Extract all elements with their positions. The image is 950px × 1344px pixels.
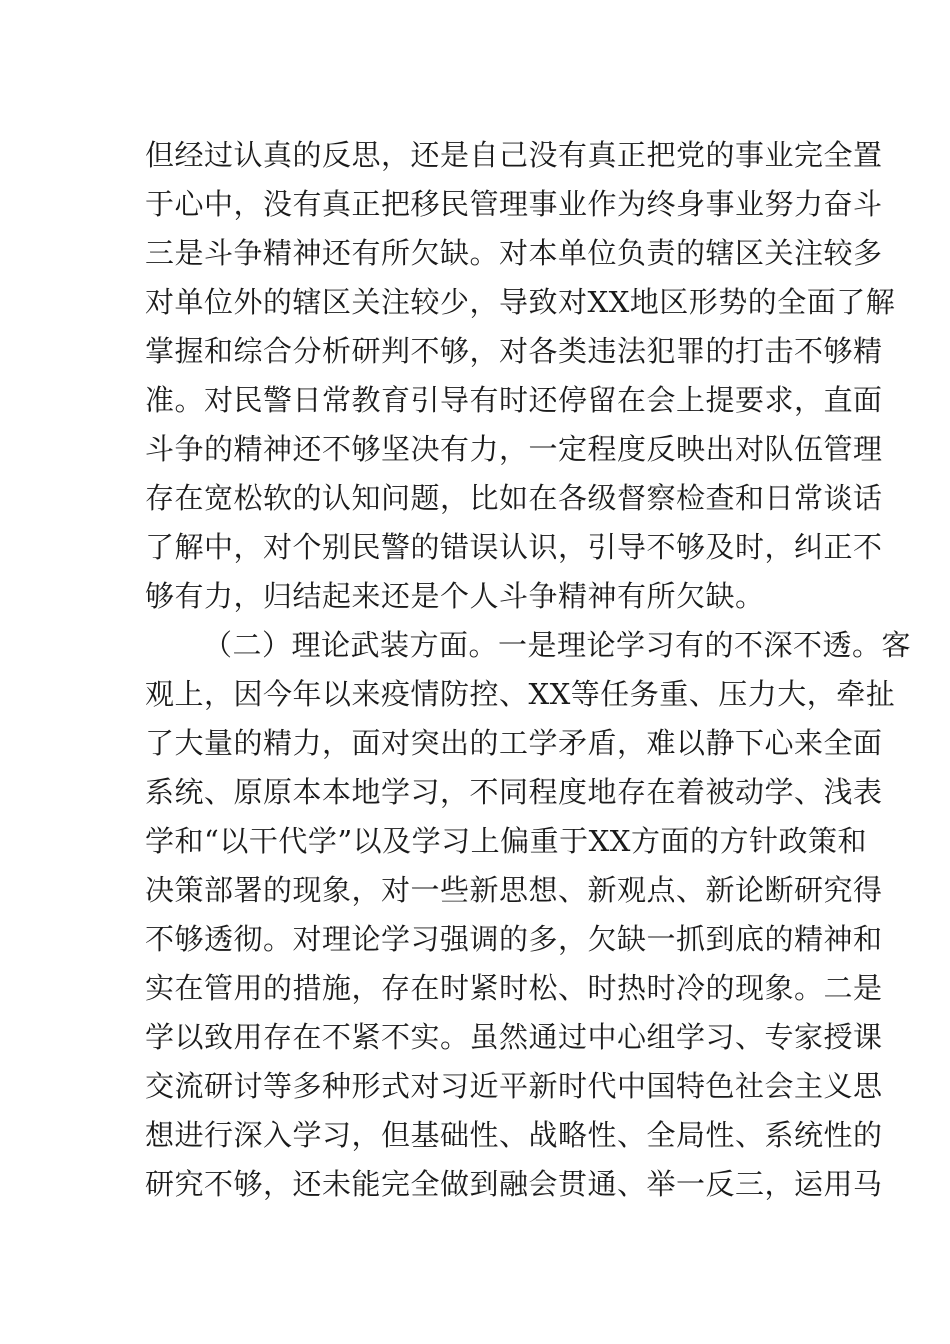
text-line: 但经过认真的反思，还是自己没有真正把党的事业完全置: [145, 138, 883, 172]
text-line: 决策部署的现象，对一些新思想、新观点、新论断研究得: [145, 873, 883, 907]
text-line: 够有力，归结起来还是个人斗争精神有所欠缺。: [145, 579, 765, 613]
text-line: 存在宽松软的认知问题，比如在各级督察检查和日常谈话: [145, 481, 883, 515]
text-line: 观上，因今年以来疫情防控、XX等任务重、压力大，牵扯: [145, 677, 896, 711]
text-line: 学以致用存在不紧不实。虽然通过中心组学习、专家授课: [145, 1020, 883, 1054]
text-line: 于心中，没有真正把移民管理事业作为终身事业努力奋斗: [145, 187, 883, 221]
paragraph-start-line: （二）理论武装方面。一是理论学习有的不深不透。客: [203, 628, 912, 662]
text-line: 学和“以干代学”以及学习上偏重于XX方面的方针政策和: [145, 824, 867, 858]
text-line: 实在管用的措施，存在时紧时松、时热时冷的现象。二是: [145, 971, 883, 1005]
text-line: 对单位外的辖区关注较少，导致对XX地区形势的全面了解: [145, 285, 896, 319]
text-line: 系统、原原本本地学习，不同程度地存在着被动学、浅表: [145, 775, 883, 809]
text-line: 研究不够，还未能完全做到融会贯通、举一反三，运用马: [145, 1167, 883, 1201]
body-text: [145, 131, 912, 1209]
text-line: 掌握和综合分析研判不够，对各类违法犯罪的打击不够精: [145, 334, 883, 368]
text-line: 不够透彻。对理论学习强调的多，欠缺一抓到底的精神和: [145, 922, 883, 956]
text-line: 了解中，对个别民警的错误认识，引导不够及时，纠正不: [145, 530, 883, 564]
text-line: 想进行深入学习，但基础性、战略性、全局性、系统性的: [145, 1118, 883, 1152]
text-line: 准。对民警日常教育引导有时还停留在会上提要求，直面: [145, 383, 883, 417]
text-line: 三是斗争精神还有所欠缺。对本单位负责的辖区关注较多: [145, 236, 883, 270]
text-line: 斗争的精神还不够坚决有力，一定程度反映出对队伍管理: [145, 432, 883, 466]
text-line: 了大量的精力，面对突出的工学矛盾，难以静下心来全面: [145, 726, 883, 760]
text-line: 交流研讨等多种形式对习近平新时代中国特色社会主义思: [145, 1069, 883, 1103]
